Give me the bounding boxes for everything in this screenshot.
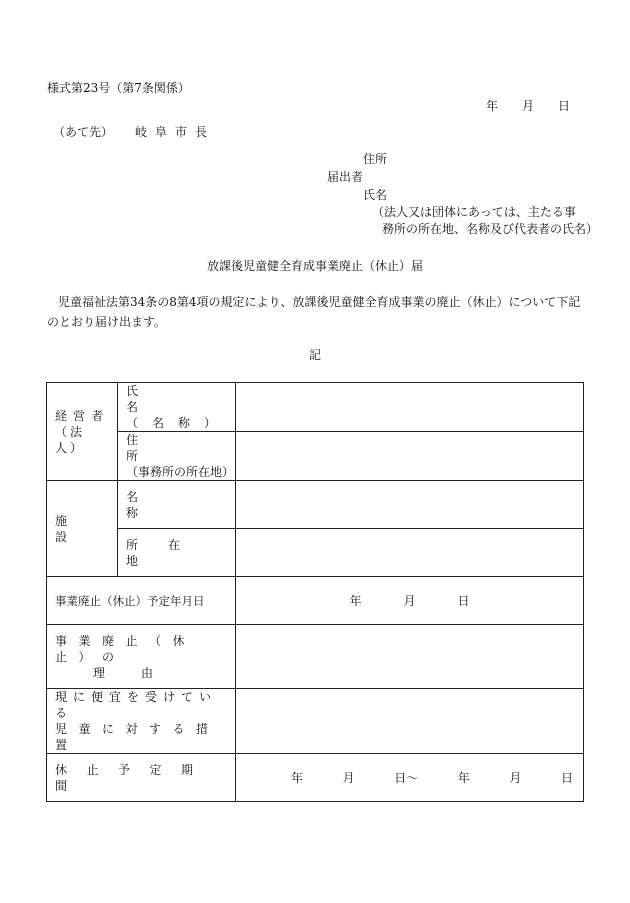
table-row xyxy=(47,432,584,481)
planned-month-label: 月 xyxy=(403,593,416,608)
table-row xyxy=(47,481,584,529)
applicant-address-label: 住所 xyxy=(363,152,388,166)
table-row xyxy=(47,754,584,802)
document-title: 放課後児童健全育成事業廃止（休止）届 xyxy=(206,259,423,273)
applicant-note-line2: 務所の所在地、名称及び代表者の氏名） xyxy=(382,222,599,236)
facility-name-label: 名称 xyxy=(126,489,215,520)
applicant-notifier-label: 届出者 xyxy=(327,170,364,184)
table-row xyxy=(47,383,584,432)
table-row xyxy=(47,577,584,625)
date-day-label: 日 xyxy=(558,99,571,113)
operator-name-label: 氏名 xyxy=(126,384,215,414)
reason-label-cell xyxy=(47,625,236,689)
facility-label-cell xyxy=(47,481,118,577)
operator-label-sub: （法人） xyxy=(55,424,86,455)
measures-label-sub: 児童に対する措置 xyxy=(55,722,220,752)
measures-field[interactable] xyxy=(236,689,584,754)
notification-form-table xyxy=(46,382,584,802)
period-end-year-label: 年 xyxy=(457,770,470,785)
table-row xyxy=(47,625,584,689)
planned-date-label-cell xyxy=(47,577,236,625)
operator-label xyxy=(55,408,109,424)
operator-label-text: 経営者 xyxy=(55,408,110,423)
period-units xyxy=(236,770,583,786)
submission-date xyxy=(486,99,570,113)
addressee-name: 岐阜市長 xyxy=(135,125,216,139)
addressee-label: （あて先） xyxy=(53,125,114,139)
reason-field[interactable] xyxy=(236,625,584,689)
table-row xyxy=(47,689,584,754)
period-end-month-label: 月 xyxy=(509,770,522,785)
planned-date-label: 事業廃止（休止）予定年月日 xyxy=(55,593,205,608)
reason-label-sub: 理由 xyxy=(92,665,189,680)
planned-date-units xyxy=(236,593,583,609)
operator-name-field[interactable] xyxy=(236,383,584,432)
facility-name-label-cell xyxy=(118,481,236,529)
operator-address-label-sub: （事務所の所在地） xyxy=(126,465,235,479)
date-month-label: 月 xyxy=(522,99,535,113)
applicant-note-line1: （法人又は団体にあっては、主たる事 xyxy=(372,205,576,219)
operator-name-label-sub: （名称） xyxy=(126,416,231,430)
period-start-month-label: 月 xyxy=(342,770,355,785)
planned-day-label: 日 xyxy=(457,593,470,608)
facility-label: 施設 xyxy=(55,513,98,544)
body-text: 児童福祉法第34条の8第4項の規定により、放課後児童健全育成事業の廃止（休止）について下記のとおり届け出ます。 xyxy=(47,295,581,329)
operator-address-label: 住所 xyxy=(126,433,215,463)
period-label-cell xyxy=(47,754,236,802)
operator-label-cell xyxy=(47,383,118,481)
addressee xyxy=(53,125,215,139)
applicant-name-label: 氏名 xyxy=(363,188,388,202)
measures-label: 現に便宜を受けている xyxy=(55,690,218,720)
facility-name-field[interactable] xyxy=(236,481,584,529)
period-end-day-label: 日 xyxy=(560,770,573,785)
operator-address-label-cell xyxy=(118,432,236,481)
measures-label-cell xyxy=(47,689,236,754)
table-row xyxy=(47,529,584,577)
facility-location-label: 所在地 xyxy=(126,537,211,568)
period-field[interactable] xyxy=(236,754,584,802)
period-start-day-label: 日〜 xyxy=(394,770,419,785)
operator-name-label-cell xyxy=(118,383,236,432)
planned-year-label: 年 xyxy=(349,593,362,608)
period-start-year-label: 年 xyxy=(291,770,304,785)
period-label: 休止予定期間 xyxy=(55,762,213,793)
form-number: 様式第23号（第7条関係） xyxy=(47,81,190,95)
reason-label: 事業廃止（休止）の xyxy=(55,633,197,664)
planned-date-field[interactable] xyxy=(236,577,584,625)
operator-address-field[interactable] xyxy=(236,432,584,481)
date-year-label: 年 xyxy=(486,99,499,113)
facility-location-label-cell xyxy=(118,529,236,577)
facility-location-field[interactable] xyxy=(236,529,584,577)
ki-heading: 記 xyxy=(308,348,321,362)
